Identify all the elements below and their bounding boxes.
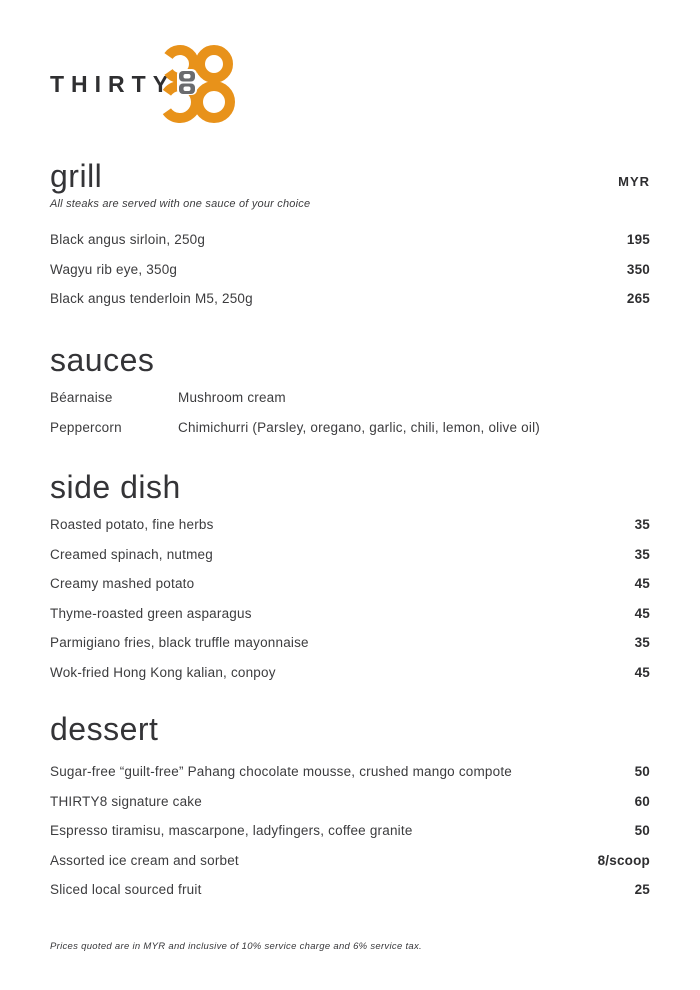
item-price: 195 [626,232,650,247]
menu-item-row [50,757,650,787]
thirty8-logo-mark-icon [156,44,242,128]
item-name: Sugar-free “guilt-free” Pahang chocolate mousse, crushed mango compote [50,764,512,779]
item-name: THIRTY8 signature cake [50,793,202,809]
menu-item-row [50,846,650,876]
grill-note: All steaks are served with one sauce of your choice [50,198,311,210]
sauce-name: Béarnaise [50,390,113,405]
item-price: 60 [634,793,650,809]
item-price: 35 [634,635,650,650]
currency-label: MYR [618,174,650,189]
menu-item-row [50,225,650,255]
menu-item-row [50,599,650,629]
menu-item-row [50,569,650,599]
menu-item-row [50,816,650,846]
item-price: 45 [634,576,650,591]
menu-item-row [50,875,650,905]
item-price: 35 [634,517,650,532]
menu-item-row [50,540,650,570]
brand-logo [50,40,260,135]
item-price: 50 [634,823,650,838]
section-title-side-dish: side dish [50,469,181,505]
section-title-grill: grill [50,158,103,194]
section-grill [50,158,650,314]
item-price: 265 [626,291,650,306]
item-name: Wagyu rib eye, 350g [50,261,178,277]
item-price: 35 [634,546,650,562]
item-name: Black angus sirloin, 250g [50,232,206,247]
sauce-row [50,383,650,413]
item-name: Espresso tiramisu, mascarpone, ladyfingers, coffee granite [50,823,413,838]
gray-eight-glyph [177,69,197,95]
menu-item-row [50,787,650,817]
section-sauces [50,342,650,442]
item-name: Black angus tenderloin M5, 250g [50,291,253,306]
menu-item-row [50,510,650,540]
item-name: Thyme-roasted green asparagus [50,605,252,621]
item-price: 45 [634,664,650,680]
section-side-dish [50,469,650,687]
item-name: Assorted ice cream and sorbet [50,852,239,868]
section-title-sauces: sauces [50,342,155,378]
item-price: 45 [634,605,650,621]
item-name: Creamy mashed potato [50,576,195,591]
item-price: 8/scoop [597,852,650,868]
menu-item-row [50,255,650,285]
item-name: Creamed spinach, nutmeg [50,546,213,562]
item-name: Wok-fried Hong Kong kalian, conpoy [50,664,276,680]
section-dessert [50,711,650,905]
section-title-dessert: dessert [50,711,159,747]
item-name: Roasted potato, fine herbs [50,517,214,532]
sauce-name: Mushroom cream [178,390,286,405]
sauce-row [50,413,650,443]
item-price: 50 [634,764,650,779]
brand-name-text: THIRTY [50,71,176,97]
menu-item-row [50,628,650,658]
footer-disclaimer: Prices quoted are in MYR and inclusive of 10% service charge and 6% service tax. [50,941,422,952]
menu-item-row [50,284,650,314]
item-name: Parmigiano fries, black truffle mayonnaise [50,635,309,650]
sauce-name: Peppercorn [50,419,122,435]
sauce-name: Chimichurri (Parsley, oregano, garlic, chili, lemon, olive oil) [178,419,540,435]
item-price: 350 [626,261,650,277]
item-price: 25 [634,882,650,897]
menu-item-row [50,658,650,688]
item-name: Sliced local sourced fruit [50,882,202,897]
